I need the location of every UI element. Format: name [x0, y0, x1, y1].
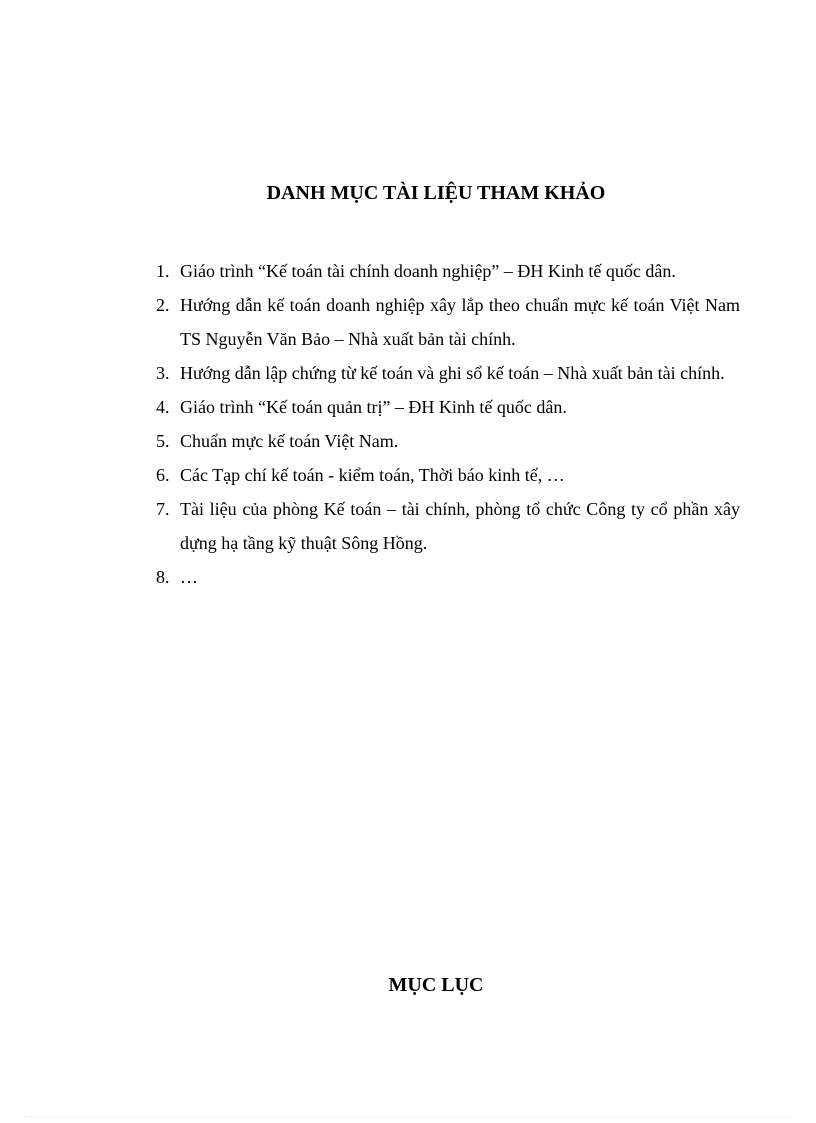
reference-number: 1.	[156, 261, 170, 281]
reference-item-4	[150, 390, 740, 424]
reference-number: 3.	[156, 363, 170, 383]
reference-item-8	[150, 560, 740, 594]
reference-list	[150, 254, 740, 594]
reference-item-3	[150, 356, 740, 390]
reference-text: Hướng dẫn kế toán doanh nghiệp xây lắp theo chuẩn mực kế toán Việt Nam TS Nguyễn Văn Bảo – Nhà xuất bản tài chính.	[180, 295, 740, 349]
references-title: DANH MỤC TÀI LIỆU THAM KHẢO	[266, 182, 606, 204]
reference-text: Giáo trình “Kế toán quản trị” – ĐH Kinh tế quốc dân.	[180, 397, 567, 417]
reference-number: 4.	[156, 397, 170, 417]
reference-number: 6.	[156, 465, 170, 485]
table-of-contents-title: MỤC LỤC	[388, 974, 484, 996]
reference-number: 7.	[156, 499, 170, 519]
reference-number: 5.	[156, 431, 170, 451]
reference-item-7	[150, 492, 740, 560]
reference-text: Hướng dẫn lập chứng từ kế toán và ghi sổ kế toán – Nhà xuất bản tài chính.	[180, 363, 725, 383]
reference-text: …	[180, 567, 198, 587]
reference-number: 2.	[156, 295, 170, 315]
reference-text: Tài liệu của phòng Kế toán – tài chính, phòng tổ chức Công ty cổ phần xây dựng hạ tầng kỹ thuật Sông Hồng.	[180, 499, 740, 553]
reference-item-1	[150, 254, 740, 288]
reference-text: Các Tạp chí kế toán - kiểm toán, Thời báo kinh tế, …	[180, 465, 565, 485]
reference-text: Chuẩn mực kế toán Việt Nam.	[180, 431, 399, 451]
reference-item-2	[150, 288, 740, 356]
page-bottom-divider	[24, 1116, 792, 1117]
reference-item-5	[150, 424, 740, 458]
reference-text: Giáo trình “Kế toán tài chính doanh nghiệp” – ĐH Kinh tế quốc dân.	[180, 261, 676, 281]
reference-number: 8.	[156, 567, 170, 587]
reference-item-6	[150, 458, 740, 492]
